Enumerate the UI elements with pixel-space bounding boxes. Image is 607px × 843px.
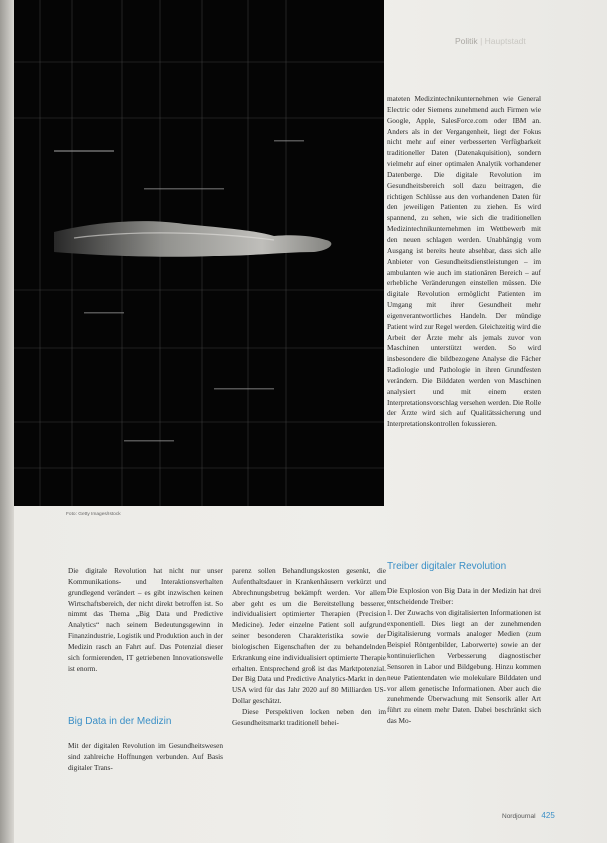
header-subsection: Hauptstadt bbox=[484, 36, 526, 46]
running-header bbox=[455, 36, 605, 46]
intro-paragraph: Die digitale Revolution hat nicht nur unser Kommunikations- und Interaktionsverhalten grundlegend verändert – es gibt inzwischen keinen Wirtschaftsbereich, der nicht direkt betroffen ist. So nimmt das Thema „Big Data und Predictive Analytics“ nach seinem Bedeutungsgewinn in Finanzindustrie, Logistik und Produktion auch in der Medizin rasch an Fahrt auf. Das Potenzial dieser sich formierenden, IT getriebenen Innovationswelle ist enorm. bbox=[68, 566, 223, 673]
article-photo bbox=[14, 0, 384, 506]
photo-caption: Foto: Getty Images/Istock bbox=[66, 512, 121, 517]
binding-shadow bbox=[0, 0, 14, 843]
column-1-body bbox=[68, 741, 223, 774]
body-paragraph: parenz sollen Behandlungskosten gesenkt, die Aufenthaltsdauer in Krankenhäusern verkürzt und Abrechnungsbetrug bekämpft werden. Vor allem aber geht es um die Bereitstellung besserer, individualisiert optimierter Therapien (Precision Medicine). Jeder einzelne Patient soll aufgrund seiner besonderen Charakteristika sowie der biologischen Eigenschaften der zu behandelnden Erkrankung eine individualisiert optimierte Therapie erhalten. Entsprechend groß ist das Marktpotenzial. Der Big Data und Predictive Analytics-Markt in den USA wird für das Jahr 2020 auf 80 Milliarden US-Dollar geschätzt. bbox=[232, 566, 386, 706]
column-2 bbox=[232, 566, 386, 729]
body-paragraph: mateten Medizintechnikunternehmen wie General Electric oder Siemens zunehmend auch Firmen wie Google, Apple, SalesForce.com oder IBM an. Anders als in der Vergangenheit, liegt der Fokus nicht mehr auf einer verbesserten Verfügbarkeit traditioneller Daten (Datenakquisition), sondern vielmehr auf einer optimalen Analytik vorhandener Datenberge. Die digitale Revolution im Gesundheitsbereich soll dazu beitragen, die richtigen Schlüsse aus den vorhandenen Daten für den jeweiligen Patienten zu ziehen. Es wird spannend, zu sehen, wie sich die traditionellen Medizintechnikunternehmen im Wettbewerb mit den neuen schlagen werden. Unabhängig vom Ausgang ist bereits heute absehbar, dass sich alle Anbieter von Gesundheitsdienstleistungen – im ambulanten wie auch im stationären Bereich – auf erhebliche Veränderungen einstellen müssen. Die digitale Revolution ermöglicht Patienten im Umgang mit ihrer Gesundheit mehr eigenverantwortliches Handeln. Der mündige Patient wird zur Regel werden. Gleichzeitig wird die Arbeit der Ärzte mehr als jemals zuvor von Maschinen unterstützt werden. So wird insbesondere die bildbezogene Analyse die Fächer Radiologie und Pathologie in ihren Grundfesten verändern. Die Bilddaten werden von Maschinen analysiert und mit einem ersten Interpretationsvorschlag versehen werden. Die Rolle der Ärzte wird sich auf Qualitätssicherung und Interpretationskontrollen fokussieren. bbox=[387, 94, 541, 429]
body-scan-illustration bbox=[14, 0, 384, 506]
page-number: 425 bbox=[541, 811, 555, 820]
body-paragraph: Die Explosion von Big Data in der Medizin hat drei entscheidende Treiber: bbox=[387, 586, 541, 606]
header-separator: | bbox=[480, 36, 483, 46]
header-section: Politik bbox=[455, 36, 478, 46]
column-3-bottom bbox=[387, 586, 541, 727]
column-1 bbox=[68, 566, 223, 674]
body-paragraph: Diese Perspektiven locken neben den im Gesundheitsmarkt traditionell behei- bbox=[232, 706, 386, 727]
body-paragraph: Mit der digitalen Revolution im Gesundheitswesen sind zahlreiche Hoffnungen verbunden. Auf Basis digitaler Trans- bbox=[68, 741, 223, 772]
heading-treiber: Treiber digitaler Revolution bbox=[387, 561, 507, 572]
body-paragraph: 1. Der Zuwachs von digitalisierten Informationen ist exponentiell. Dies liegt an der zunehmenden Digitalisierung vormals analoger Medien (zum Beispiel Röntgenbilder, Laborwerte) sowie an der kontinuierlichen Verbesserung diagnostischer Sensoren in Labor und Bildgebung. Hinzu kommen neue Patientendaten wie molekulare Bilddaten und vor allem genetische Informationen. Aber auch die zunehmende Überwachung mit Sensorik aller Art führt zu einem mehr Daten. Dabei beschränkt sich das Mo- bbox=[387, 607, 541, 726]
heading-big-data: Big Data in der Medizin bbox=[68, 716, 172, 727]
publication-name: Nordjournal bbox=[502, 813, 536, 820]
page-footer bbox=[502, 811, 555, 820]
column-3-top bbox=[387, 94, 541, 430]
